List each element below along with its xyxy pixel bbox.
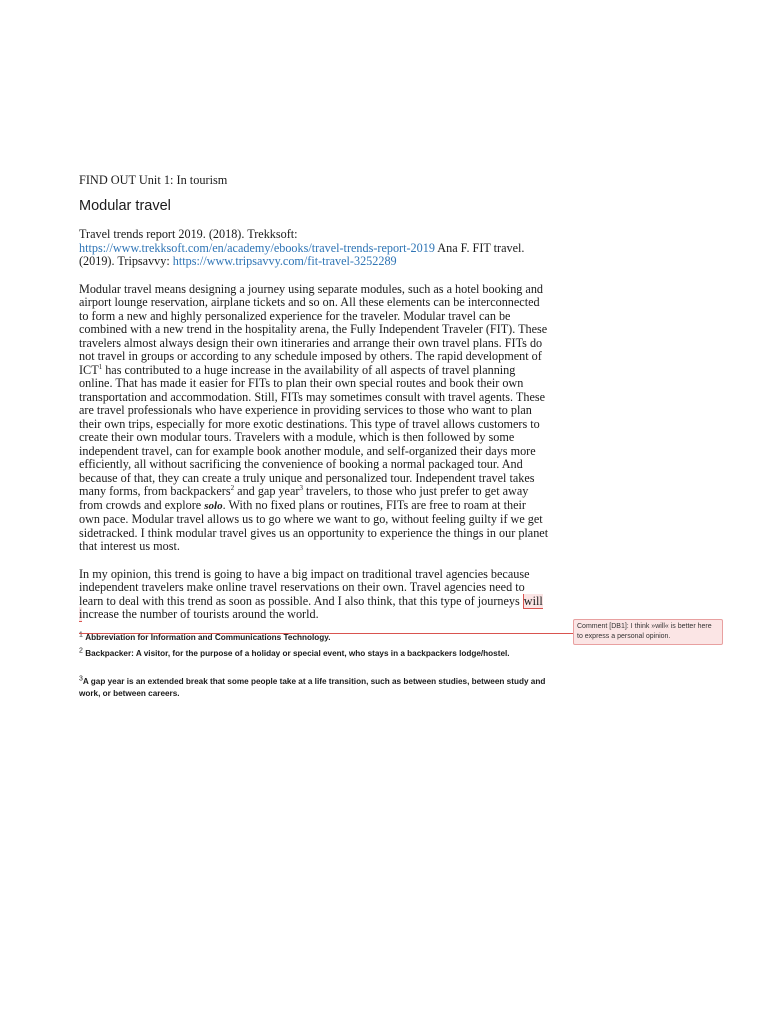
solo-emphasis: solo — [204, 499, 223, 512]
comment-anchor-highlight[interactable]: will i — [79, 593, 543, 621]
body-text-3: and gap year — [234, 484, 300, 498]
tripsavvy-link[interactable]: https://www.tripsavvy.com/fit-travel-3252289 — [172, 254, 397, 268]
opinion-text-2: ncrease the number of tourists around the world. — [82, 607, 319, 621]
unit-heading: FIND OUT Unit 1: In tourism — [79, 173, 228, 187]
page-title: Modular travel — [79, 198, 171, 214]
opinion-paragraph — [79, 568, 549, 622]
body-text-4: travelers, to those who just prefer to get away from crowds and explore — [79, 484, 529, 512]
opinion-text-1: In my opinion, this trend is going to have a big impact on traditional travel agencies because independent travelers make online travel reservations on their own. Travel agencies need to learn to deal with this trend as soon as possible. And I also think, that this type of journeys — [79, 566, 530, 608]
references-paragraph — [79, 228, 549, 269]
footnotes-section — [79, 632, 549, 700]
footnote-text: A gap year is an extended break that some people take at a life transition, such as between studies, between study and work, or between careers. — [79, 676, 546, 698]
footnote-number: 1 — [79, 630, 83, 638]
reference-text-2: Ana F. FIT travel. (2019). Tripsavvy: — [79, 240, 525, 268]
footnote-number: 3 — [79, 674, 83, 682]
comment-connector-line — [79, 633, 574, 634]
trekksoft-link[interactable]: https://www.trekksoft.com/en/academy/ebooks/travel-trends-report-2019 — [79, 240, 435, 255]
comment-balloon[interactable] — [573, 619, 723, 645]
document-body — [79, 172, 549, 704]
footnote-label: Backpacker: — [85, 648, 134, 658]
body-paragraph — [79, 283, 549, 554]
comment-text: Comment [DB1]: I think »will« is better here to express a personal opinion. — [577, 623, 712, 640]
footnote-text: A visitor, for the purpose of a holiday or special event, who stays in a backpackers lodge/hostel. — [133, 648, 510, 658]
footnote-text: Abbreviation for Information and Communications Technology. — [85, 632, 331, 642]
body-text-1: Modular travel means designing a journey using separate modules, such as a hotel booking and airport lounge reservation, airplane tickets and so on. All these elements can be interconnected to form a new and highly personalized experience for the traveler. Modular travel can be combined with a new trend in the hospitality arena, the Fully Independent Traveler (FIT). These travelers almost always design their own itineraries and arrange their own travel plans. FITs do not travel in groups or according to any schedule imposed by others. The rapid development of ICT — [79, 281, 548, 377]
footnote-ref-2[interactable]: 2 — [230, 483, 235, 492]
footnote-ref-1[interactable]: 1 — [98, 362, 103, 371]
reference-text-1: Travel trends report 2019. (2018). Trekksoft: — [79, 227, 298, 241]
footnote-2 — [79, 648, 549, 660]
body-text-2: has contributed to a huge increase in the availability of all aspects of travel planning online. That has made it easier for FITs to plan their own special routes and book their own transportation and accommodation. Still, FITs may sometimes consult with travel agents. These are travel professionals who have experience in providing services to those who want to plan their own trips, especially for more exotic destinations. This type of travel allows customers to create their own modular tours. Travelers with a module, which is then followed by some independent travel, can for example book another module, and self-organized their days more efficiently, all without sacrificing the convenience of booking a normal packaged tour. And because of that, they can create a truly unique and personalized tour. Independent travel takes many forms, from backpackers — [79, 362, 546, 498]
footnote-ref-3[interactable]: 3 — [299, 483, 303, 492]
footnote-number: 2 — [79, 646, 83, 654]
body-text-5: . With no fixed plans or routines, FITs are free to roam at their own pace. Modular travel allows us to go where we want to go, without feeling guilty if we get sidetracked. I think modular travel gives us an opportunity to experience the things in our planet that interest us most. — [79, 497, 549, 553]
footnote-3 — [79, 676, 549, 700]
